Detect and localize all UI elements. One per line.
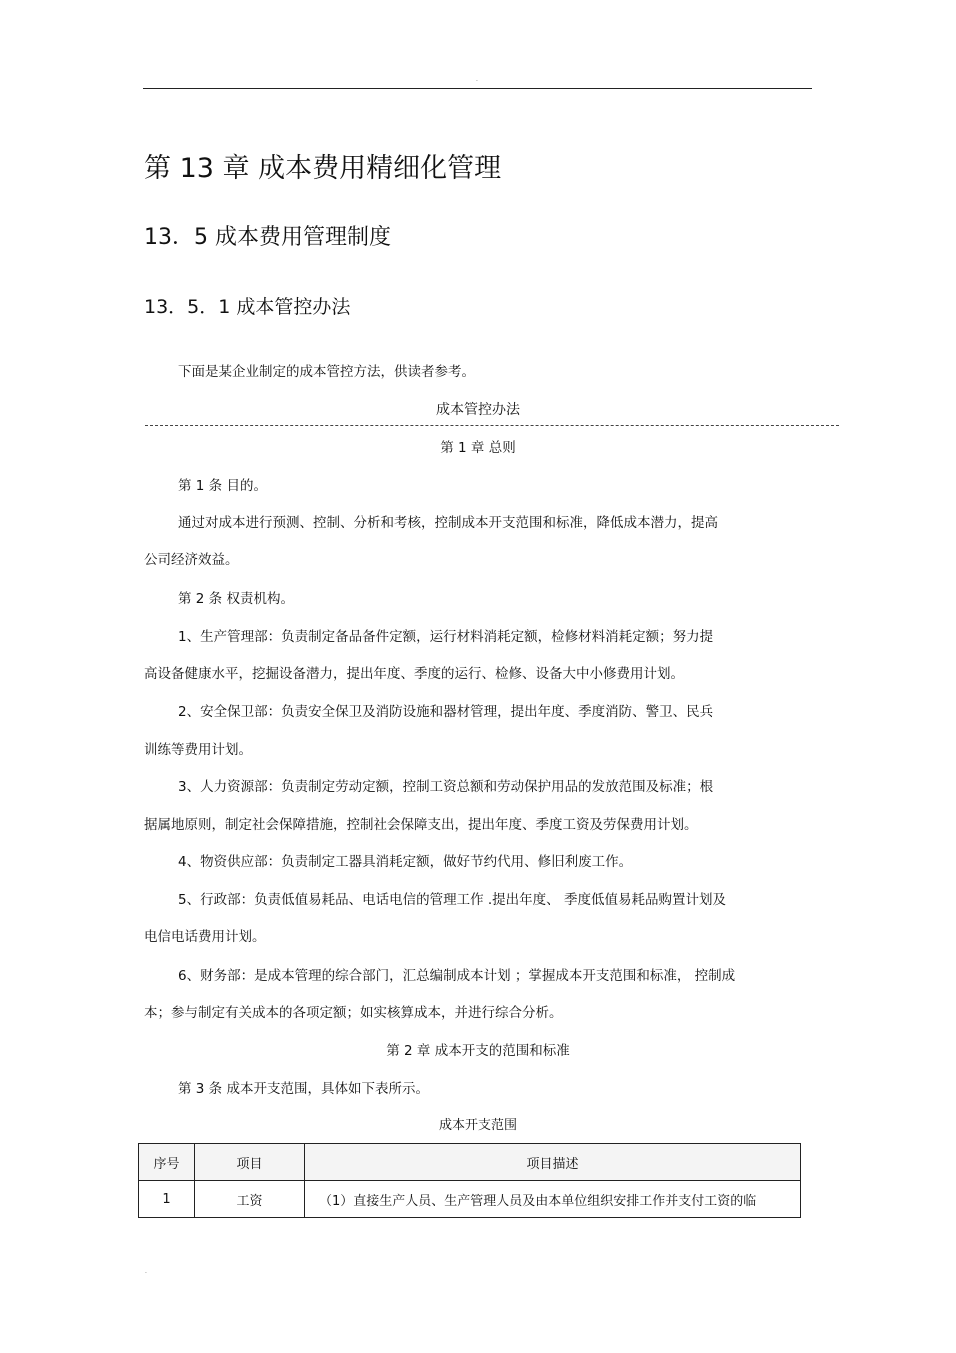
chapter1-heading: 第 1 章 总则 [440,440,516,456]
table-header-row [139,1144,801,1181]
article1-heading: 第 1 条 目的。 [178,478,267,494]
item2-line1: 2、安全保卫部：负责安全保卫及消防设施和器材管理，提出年度、季度消防、警卫、民兵 [178,704,714,720]
item2-line2: 训练等费用计划。 [144,742,252,758]
section-title: 13．5 成本费用管理制度 [144,225,391,250]
table-caption: 成本开支范围 [438,1118,517,1133]
header-rule [143,88,812,89]
item3-line1: 3、人力资源部：负责制定劳动定额，控制工资总额和劳动保护用品的发放范围及标准；根 [178,779,714,795]
chapter-title: 第 13 章 成本费用精细化管理 [144,153,502,184]
header-description: 项目描述 [305,1144,801,1181]
item3-line2: 据属地原则，制定社会保障措施，控制社会保障支出，提出年度、季度工资及劳保费用计划。 [144,817,698,833]
cell-description: （1）直接生产人员、生产管理人员及由本单位组织安排工作并支付工资的临 [305,1181,801,1218]
intro-paragraph: 下面是某企业制定的成本管控方法，供读者参考。 [178,364,475,380]
item5-line2: 电信电话费用计划。 [144,929,266,945]
item6-line1: 6、财务部：是成本管理的综合部门，汇总编制成本计划 ；掌握成本开支范围和标准， 控制成 [178,968,736,984]
item5-line1: 5、行政部：负责低值易耗品、电话电信的管理工作 .提出年度、 季度低值易耗品购置计划及 [178,892,726,908]
item1-line1: 1、生产管理部：负责制定备品备件定额，运行材料消耗定额，检修材料消耗定额；努力提 [178,629,714,645]
header-item: 项目 [195,1144,305,1181]
article3-heading: 第 3 条 成本开支范围，具体如下表所示。 [178,1081,429,1097]
article1-line1: 通过对成本进行预测、控制、分析和考核，控制成本开支范围和标准，降低成本潜力，提高 [178,515,718,531]
item4-line1: 4、物资供应部：负责制定工器具消耗定额，做好节约代用、修旧利废工作。 [178,854,633,870]
chapter2-heading: 第 2 章 成本开支的范围和标准 [386,1043,570,1059]
footer-mark: . [145,1268,147,1275]
item6-line2: 本；参与制定有关成本的各项定额；如实核算成本，并进行综合分析。 [144,1005,563,1021]
cost-scope-table [138,1143,801,1218]
table-row [139,1181,801,1218]
header-mark: . [476,76,478,83]
dashed-divider [145,425,839,426]
cell-item: 工资 [195,1181,305,1218]
subsection-title: 13．5．1 成本管控办法 [144,296,351,318]
document-title: 成本管控办法 [436,402,520,418]
article2-heading: 第 2 条 权责机构。 [178,591,294,607]
header-index: 序号 [139,1144,195,1181]
article1-line2: 公司经济效益。 [144,552,239,568]
cell-index: 1 [139,1181,195,1218]
item1-line2: 高设备健康水平，挖掘设备潜力，提出年度、季度的运行、检修、设备大中小修费用计划。 [144,666,684,682]
